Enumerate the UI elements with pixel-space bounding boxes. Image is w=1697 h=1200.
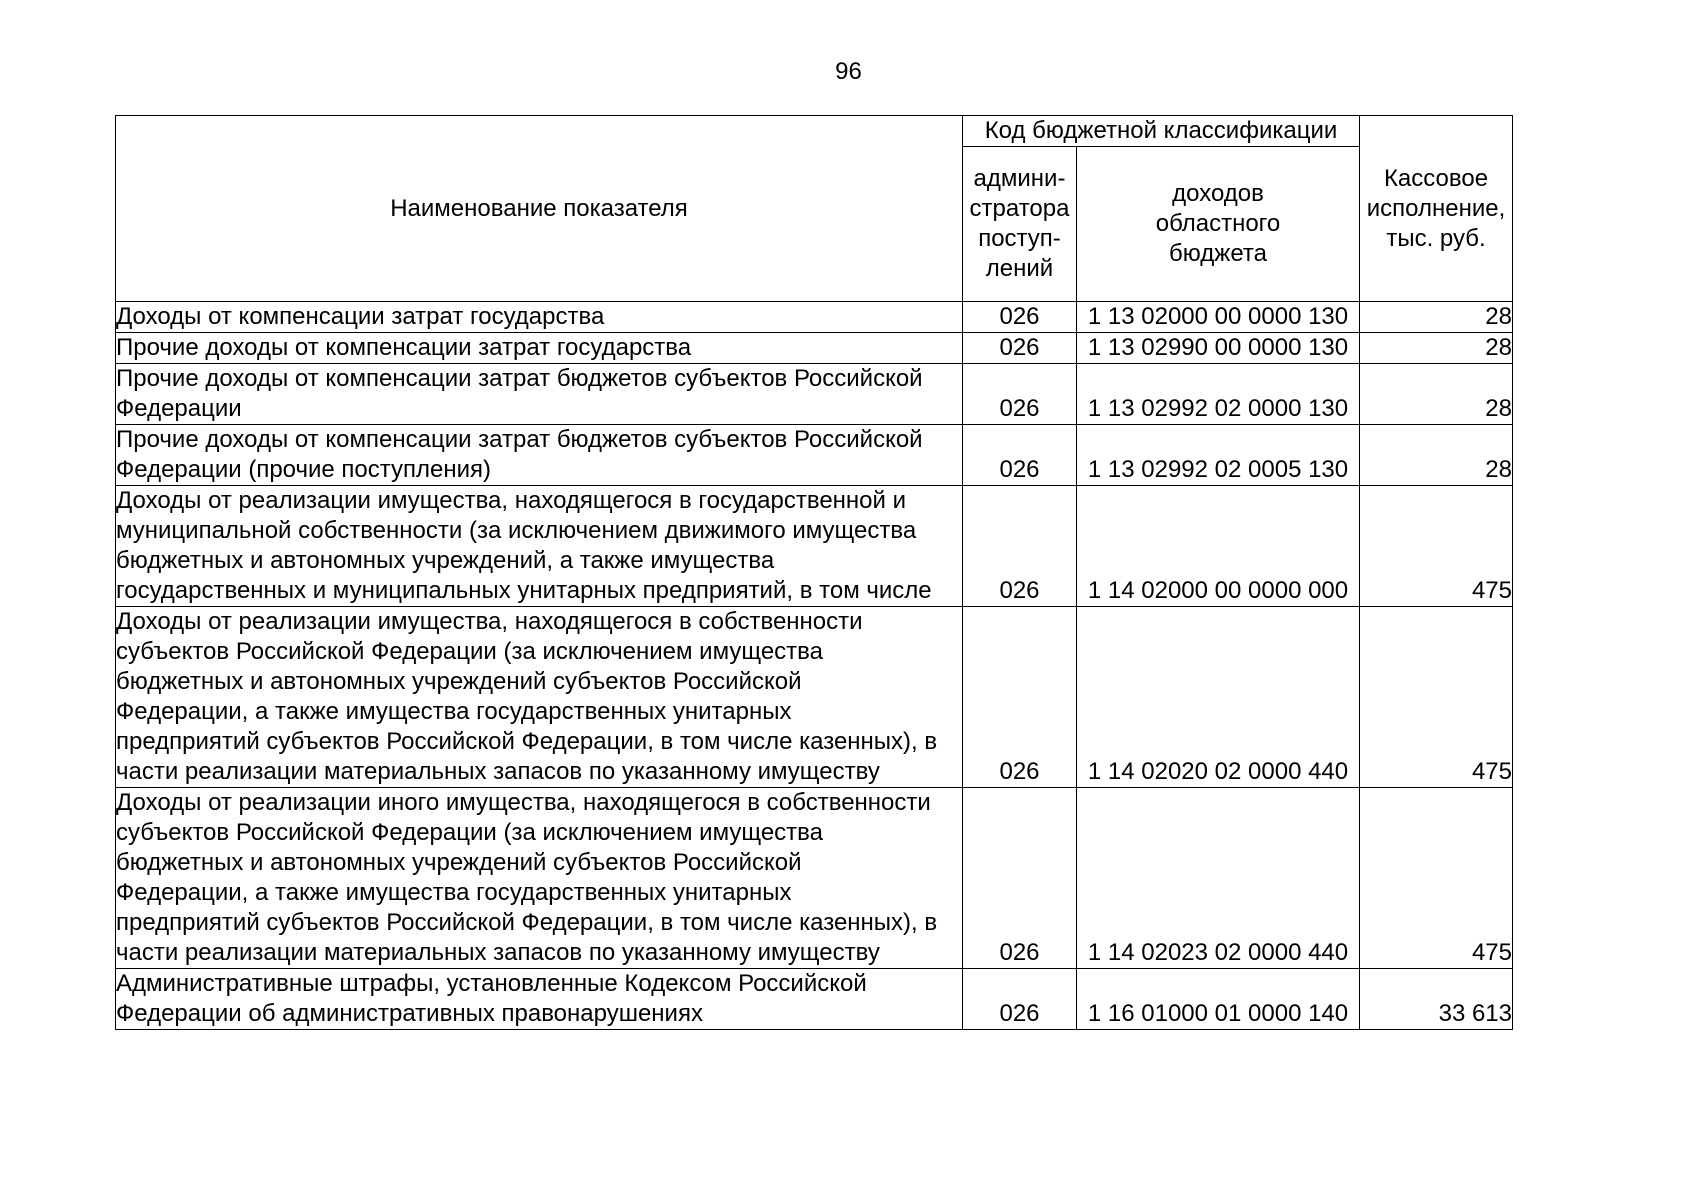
row-admin-code: 026 [963, 607, 1077, 788]
table-body [116, 302, 1513, 1030]
row-budget-code: 1 13 02000 00 0000 130 [1077, 302, 1360, 333]
table-row [116, 969, 1513, 1030]
header-name: Наименование показателя [116, 116, 963, 302]
row-budget-code: 1 13 02990 00 0000 130 [1077, 333, 1360, 364]
header-code: доходов областного бюджета [1077, 147, 1360, 302]
row-name: Доходы от реализации иного имущества, находящегося в собственности субъектов Российской Федерации (за исключением имущества бюджетных и автономных учреждений субъектов Российской Федерации, а также имущества государственных унитарных предприятий субъектов Российской Федерации, в том числе казенных), в части реализации материальных запасов по указанному имуществу [116, 788, 963, 969]
row-name: Доходы от реализации имущества, находящегося в государственной и муниципальной собственности (за исключением движимого имущества бюджетных и автономных учреждений, а также имущества государственных и муниципальных унитарных предприятий, в том числе [116, 486, 963, 607]
table-row [116, 425, 1513, 486]
row-amount: 475 [1360, 788, 1513, 969]
budget-table [115, 115, 1513, 1030]
row-amount: 28 [1360, 302, 1513, 333]
row-admin-code: 026 [963, 302, 1077, 333]
row-amount: 28 [1360, 425, 1513, 486]
row-admin-code: 026 [963, 333, 1077, 364]
row-name: Прочие доходы от компенсации затрат бюджетов субъектов Российской Федерации [116, 364, 963, 425]
row-budget-code: 1 14 02020 02 0000 440 [1077, 607, 1360, 788]
row-budget-code: 1 16 01000 01 0000 140 [1077, 969, 1360, 1030]
row-name: Административные штрафы, установленные Кодексом Российской Федерации об административных правонарушениях [116, 969, 963, 1030]
page-number: 96 [835, 58, 862, 85]
table-row [116, 364, 1513, 425]
row-budget-code: 1 13 02992 02 0005 130 [1077, 425, 1360, 486]
row-budget-code: 1 14 02023 02 0000 440 [1077, 788, 1360, 969]
row-admin-code: 026 [963, 364, 1077, 425]
row-admin-code: 026 [963, 969, 1077, 1030]
row-amount: 28 [1360, 364, 1513, 425]
table-row [116, 486, 1513, 607]
row-amount: 28 [1360, 333, 1513, 364]
row-budget-code: 1 14 02000 00 0000 000 [1077, 486, 1360, 607]
row-name: Прочие доходы от компенсации затрат бюджетов субъектов Российской Федерации (прочие поступления) [116, 425, 963, 486]
row-budget-code: 1 13 02992 02 0000 130 [1077, 364, 1360, 425]
row-name: Прочие доходы от компенсации затрат государства [116, 333, 963, 364]
row-admin-code: 026 [963, 486, 1077, 607]
row-amount: 475 [1360, 486, 1513, 607]
row-admin-code: 026 [963, 788, 1077, 969]
row-name: Доходы от реализации имущества, находящегося в собственности субъектов Российской Федерации (за исключением имущества бюджетных и автономных учреждений субъектов Российской Федерации, а также имущества государственных унитарных предприятий субъектов Российской Федерации, в том числе казенных), в части реализации материальных запасов по указанному имуществу [116, 607, 963, 788]
row-amount: 475 [1360, 607, 1513, 788]
header-admin: админи- стратора поступ- лений [963, 147, 1077, 302]
table-row [116, 788, 1513, 969]
row-amount: 33 613 [1360, 969, 1513, 1030]
row-name: Доходы от компенсации затрат государства [116, 302, 963, 333]
row-admin-code: 026 [963, 425, 1077, 486]
table-row [116, 333, 1513, 364]
header-amount: Кассовое исполнение, тыс. руб. [1360, 116, 1513, 302]
table-row [116, 607, 1513, 788]
header-classification-group: Код бюджетной классификации [963, 116, 1360, 147]
table-row [116, 302, 1513, 333]
